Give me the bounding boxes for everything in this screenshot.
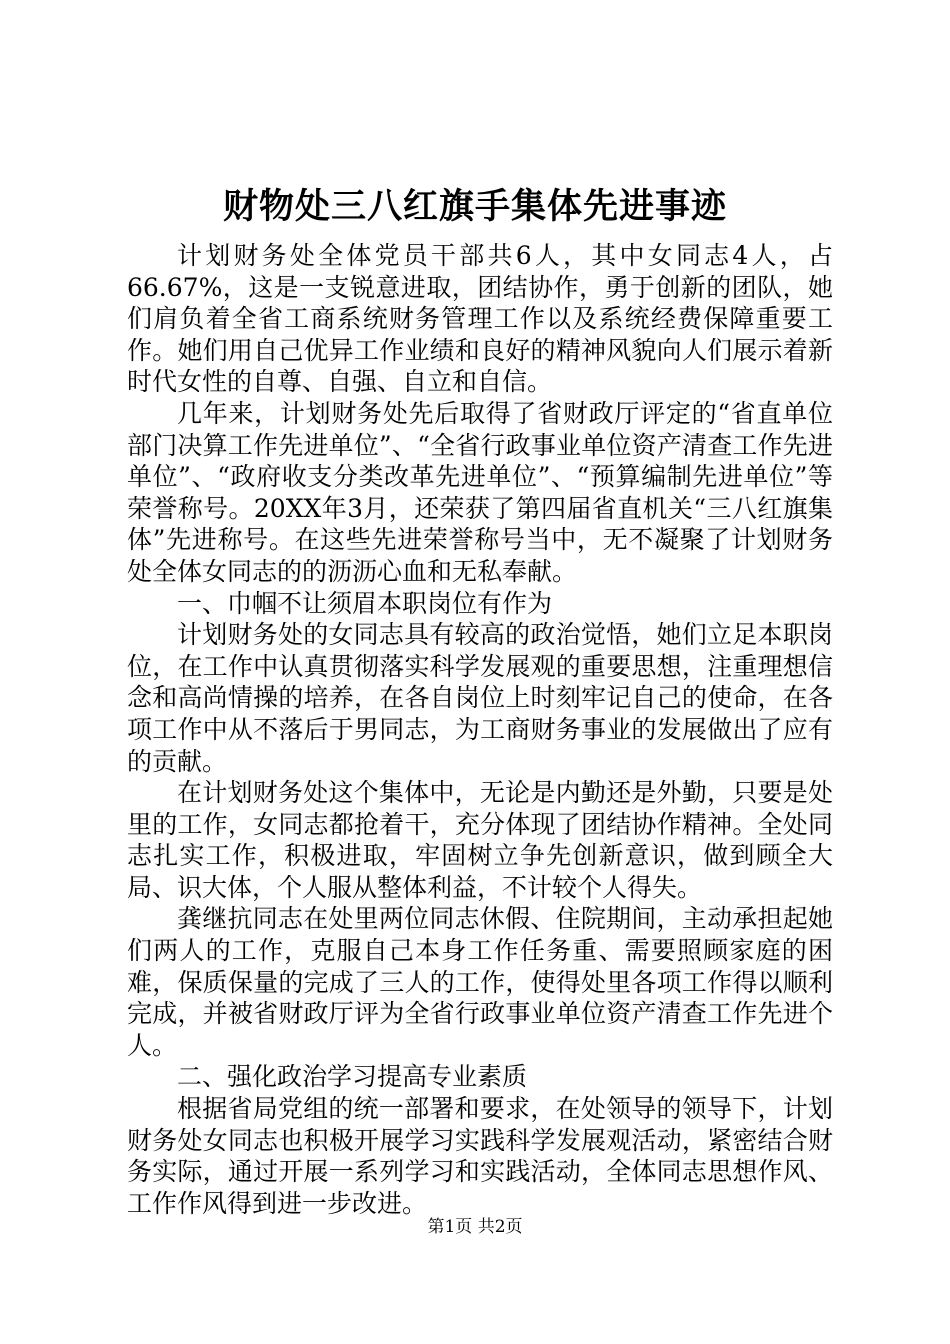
paragraph-honors: 几年来，计划财务处先后取得了省财政厅评定的“省直单位部门决算工作先进单位”、“全省行政事业单位资产清查工作先进单位”、“政府收支分类改革先进单位”、“预算编制先进单位”等荣誉称号。20XX年3月，还荣获了第四届省直机关“三八红旗集体”先进称号。在这些先进荣誉称号当中，无不凝聚了计划财务处全体女同志的的沥沥心血和无私奉献。 bbox=[127, 398, 833, 586]
section-heading-1: 一、巾帼不让须眉本职岗位有作为 bbox=[177, 588, 553, 618]
document-title: 财物处三八红旗手集体先进事迹 bbox=[222, 186, 727, 227]
paragraph-study: 根据省局党组的统一部署和要求，在处领导的领导下，计划财务处女同志也积极开展学习实践科学发展观活动，紧密结合财务实际，通过开展一系列学习和实践活动，全体同志思想作风、工作作风得到进一步改进。 bbox=[127, 1094, 833, 1218]
document-body bbox=[127, 240, 833, 1219]
paragraph-individual-example: 龚继抗同志在处里两位同志休假、住院期间，主动承担起她们两人的工作，克服自己本身工作任务重、需要照顾家庭的困难，保质保量的完成了三人的工作，使得处里各项工作得以顺利完成，并被省财政厅评为全省行政事业单位资产清查工作先进个人。 bbox=[127, 904, 833, 1060]
paragraph-political-awareness: 计划财务处的女同志具有较高的政治觉悟，她们立足本职岗位，在工作中认真贯彻落实科学发展观的重要思想，注重理想信念和高尚情操的培养，在各自岗位上时刻牢记自己的使命，在各项工作中从不落后于男同志，为工商财务事业的发展做出了应有的贡献。 bbox=[127, 620, 833, 776]
section-heading-2: 二、强化政治学习提高专业素质 bbox=[177, 1062, 528, 1092]
paragraph-intro: 计划财务处全体党员干部共6人，其中女同志4人，占66.67%，这是一支锐意进取，团结协作，勇于创新的团队，她们肩负着全省工商系统财务管理工作以及系统经费保障重要工作。她们用自己优异工作业绩和良好的精神风貌向人们展示着新时代女性的自尊、自强、自立和自信。 bbox=[127, 241, 833, 397]
page-number-footer: 第1页 共2页 bbox=[427, 1217, 523, 1237]
paragraph-teamwork: 在计划财务处这个集体中，无论是内勤还是外勤，只要是处里的工作，女同志都抢着干，充分体现了团结协作精神。全处同志扎实工作，积极进取，牢固树立争先创新意识，做到顾全大局、识大体，个人服从整体利益，不计较个人得失。 bbox=[127, 778, 833, 902]
